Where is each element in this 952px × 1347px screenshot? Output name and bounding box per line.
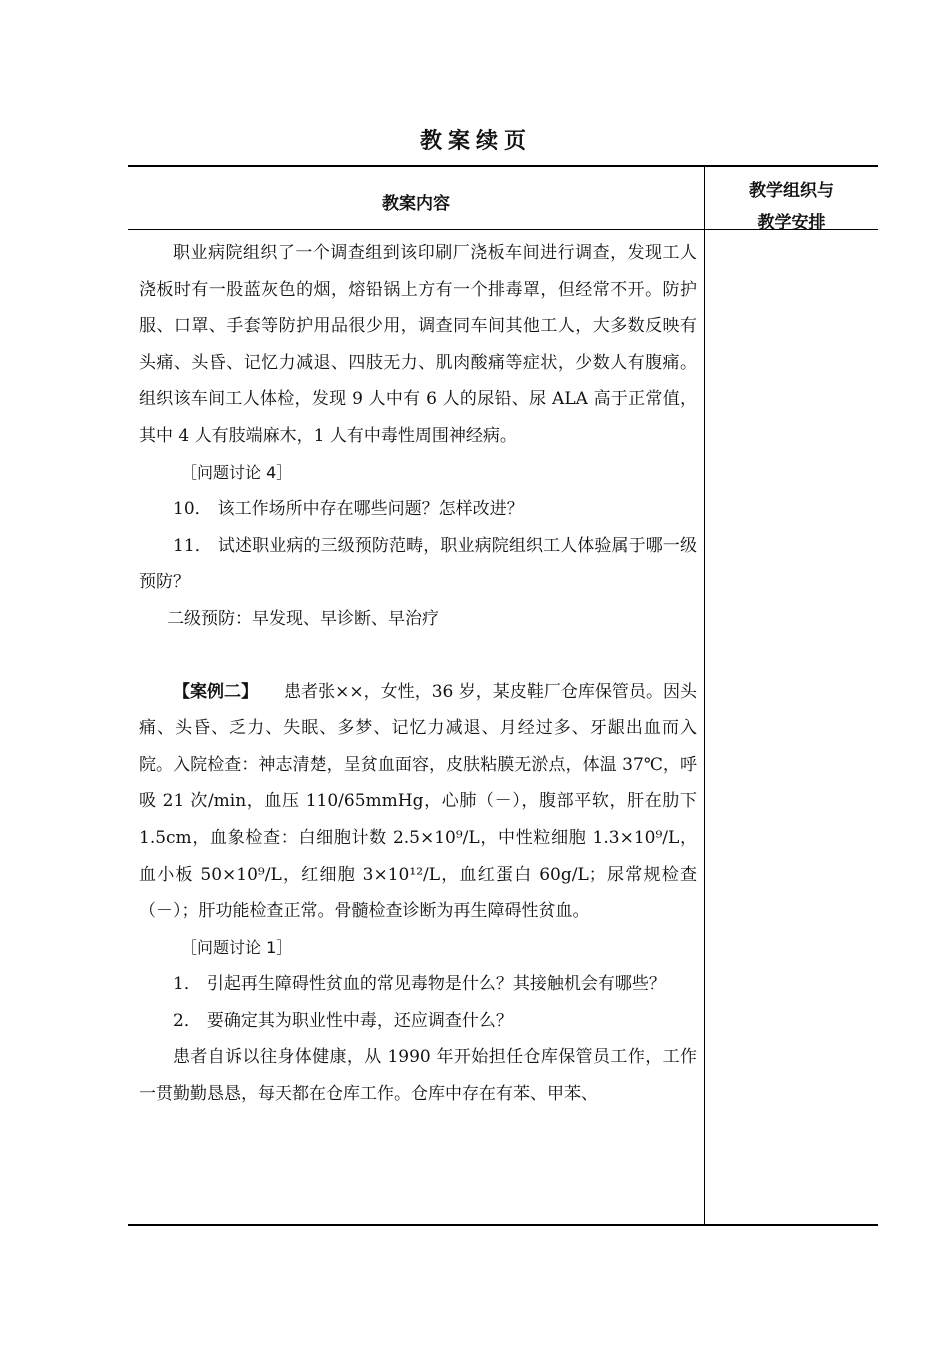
lesson-content	[139, 235, 697, 1113]
question-2-text: 要确定其为职业性中毒，还应调查什么？	[206, 1010, 513, 1031]
patient-history-paragraph: 患者自诉以往身体健康，从 1990 年开始担任仓库保管员工作，工作一贯勤勤恳恳，每天都在仓库工作。仓库中存在有苯、甲苯、	[139, 1047, 697, 1105]
column-header-arrangement-line1: 教学组织与	[749, 181, 834, 201]
table-bottom-border	[128, 1224, 878, 1226]
case-2-label: 【案例二】	[173, 681, 259, 702]
question-11-text: 试述职业病的三级预防范畴，职业病院组织工人体验属于哪一级预防？	[139, 535, 698, 593]
investigation-paragraph: 职业病院组织了一个调查组到该印刷厂浇板车间进行调查，发现工人浇板时有一股蓝灰色的烟，熔铅锅上方有一个排毒罩，但经常不开。防护服、口罩、手套等防护用品很少用，调查同车间其他工人，大多数反映有头痛、头昏、记忆力减退、四肢无力、肌肉酸痛等症状，少数人有腹痛。组织该车间工人体检，发现 9 人中有 6 人的尿铅、尿 ALA 高于正常值，其中 4 人有肢端麻木，1 人有中毒性周围神经病。	[139, 243, 697, 446]
case-2-text: 患者张××，女性，36 岁，某皮鞋厂仓库保管员。因头痛、头昏、乏力、失眠、多梦、记忆力减退、月经过多、牙龈出血而入院。入院检查：神志清楚，呈贫血面容，皮肤粘膜无淤点，体温 37℃，呼吸 21 次/min，血压 110/65mmHg，心肺（－），腹部平软，肝在肋下 1.5cm，血象检查：白细胞计数 2.5×10⁹/L，中性粒细胞 1.3×10⁹/L，血小板 50×10⁹/L，红细胞 3×10¹²/L，血红蛋白 60g/L；尿常规检查（－）；肝功能检查正常。骨髓检查诊断为再生障碍性贫血。	[139, 681, 697, 922]
question-1-text: 引起再生障碍性贫血的常见毒物是什么？其接触机会有哪些？	[206, 974, 666, 995]
column-header-arrangement	[705, 175, 878, 239]
discussion-heading-1: ［问题讨论 1］	[181, 937, 293, 957]
question-11-number: 11．	[173, 535, 212, 556]
table-top-border	[128, 165, 878, 167]
lesson-table	[128, 165, 878, 1225]
case-2-paragraph	[139, 674, 697, 930]
question-2	[139, 1003, 697, 1040]
question-11	[139, 528, 697, 601]
question-2-number: 2．	[173, 1010, 201, 1031]
question-10-number: 10．	[173, 499, 212, 520]
discussion-heading-4: ［问题讨论 4］	[181, 462, 293, 482]
page-title: 教案续页	[419, 128, 532, 154]
question-1-number: 1．	[173, 974, 201, 995]
section-gap	[139, 638, 697, 674]
question-10	[139, 491, 697, 528]
question-10-text: 该工作场所中存在哪些问题？怎样改进？	[217, 499, 524, 520]
prevention-answer: 二级预防：早发现、早诊断、早治疗	[167, 608, 439, 629]
question-1	[139, 966, 697, 1003]
column-header-arrangement-line2: 教学安排	[757, 213, 826, 233]
table-column-divider	[704, 165, 705, 1225]
column-header-content: 教案内容	[382, 194, 450, 214]
